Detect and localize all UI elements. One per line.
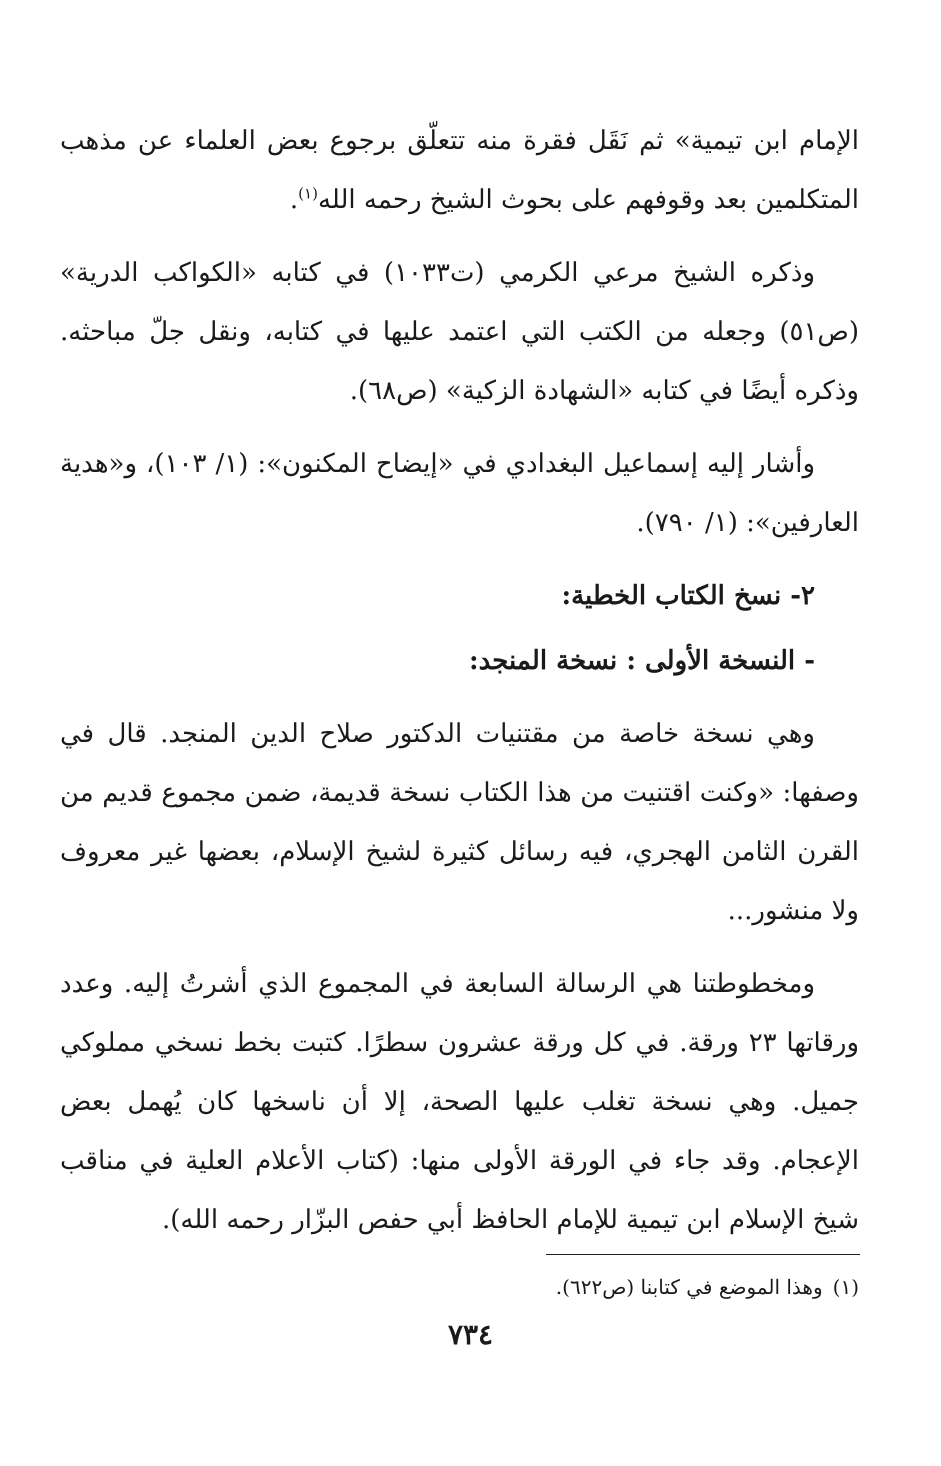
paragraph-4: وهي نسخة خاصة من مقتنيات الدكتور صلاح الدين المنجد. قال في وصفها: «وكنت اقتنيت من هذا الكتاب نسخة قديمة، ضمن مجموع قديم من القرن الثامن الهجري، فيه رسائل كثيرة لشيخ الإسلام، بعضها غير معروف ولا منشور... bbox=[60, 719, 859, 926]
paragraph-3: وأشار إليه إسماعيل البغدادي في «إيضاح المكنون»: (١/ ١٠٣)، و«هدية العارفين»: (١/ ٧٩٠). bbox=[60, 449, 859, 538]
subsection-heading: - النسخة الأولى : نسخة المنجد: bbox=[469, 646, 815, 676]
paragraph-1-text: الإمام ابن تيمية» ثم نَقَل فقرة منه تتعلّق برجوع بعض العلماء عن مذهب المتكلمين بعد وقوفهم على بحوث الشيخ رحمه الله bbox=[60, 126, 859, 215]
footnote-text: وهذا الموضع في كتابنا (ص٦٢٢). bbox=[555, 1275, 823, 1299]
page-number: ٧٣٤ bbox=[447, 1318, 494, 1351]
paragraph-5: ومخطوطتنا هي الرسالة السابعة في المجموع الذي أشرتُ إليه. وعدد ورقاتها ٢٣ ورقة. في كل ورقة عشرون سطرًا. كتبت بخط نسخي مملوكي جميل. وهي نسخة تغلب عليها الصحة، إلا أن ناسخها كان يُهمل بعض الإعجام. وقد جاء في الورقة الأولى منها: (كتاب الأعلام العلية في مناقب شيخ الإسلام ابن تيمية للإمام الحافظ أبي حفص البزّار رحمه الله). bbox=[60, 969, 860, 1235]
footnote-reference: (١) bbox=[298, 184, 318, 203]
footnote-number: (١) bbox=[832, 1275, 859, 1299]
main-text bbox=[60, 112, 859, 1264]
footnote-divider bbox=[546, 1254, 860, 1255]
paragraph-2: وذكره الشيخ مرعي الكرمي (ت١٠٣٣) في كتابه «الكواكب الدرية» (ص٥١) وجعله من الكتب التي اعتمد عليها في كتابه، ونقل جلّ مباحثه. وذكره أيضًا في كتابه «الشهادة الزكية» (ص٦٨). bbox=[60, 258, 859, 406]
section-heading: ٢- نسخ الكتاب الخطية: bbox=[561, 581, 815, 611]
footnote bbox=[60, 1270, 859, 1304]
paragraph-1-end: . bbox=[289, 185, 299, 215]
paragraph-1 bbox=[60, 112, 859, 230]
